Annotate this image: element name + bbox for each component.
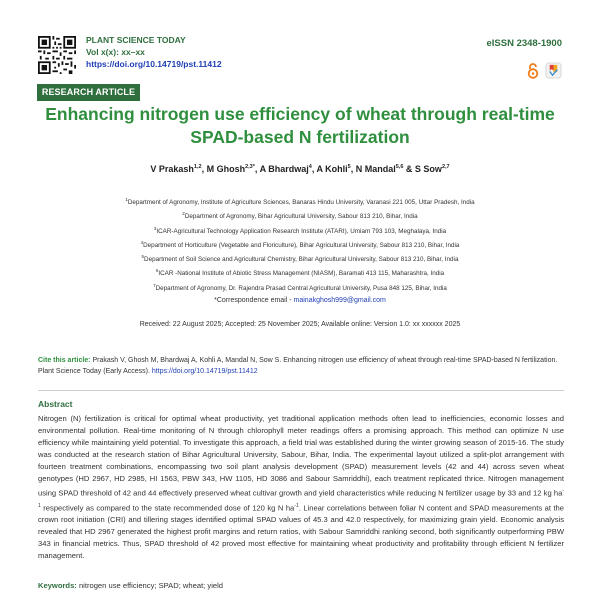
keywords xyxy=(38,581,223,590)
open-access-icon[interactable] xyxy=(526,63,540,79)
author-sup: 2,3* xyxy=(245,164,255,170)
issn: eISSN 2348-1900 xyxy=(486,38,562,49)
affiliation-text: Department of Soil Science and Agricultural Chemistry, Bihar Agricultural University, Sabour 813 210, Bihar, India xyxy=(144,256,459,264)
title-line-2: SPAD-based N fertilization xyxy=(190,127,410,147)
crossmark-icon[interactable] xyxy=(545,62,562,79)
title-line-1: Enhancing nitrogen use efficiency of wheat through real-time xyxy=(45,104,555,124)
badges xyxy=(526,62,562,79)
affiliation-sup: 7 xyxy=(153,282,156,288)
citation-text: Prakash V, Ghosh M, Bhardwaj A, Kohli A, Mandal N, Sow S. Enhancing nitrogen use efficiency of wheat through real-time SPAD-based N fertilization. Plant Science Today (Early Access). xyxy=(38,357,558,375)
unit-sup: -1 xyxy=(38,488,564,509)
article-title xyxy=(30,103,570,149)
affiliation-text: Department of Agronomy, Dr. Rajendra Prasad Central Agricultural University, Pusa 848 125, Bihar, India xyxy=(155,284,447,292)
abstract-body xyxy=(38,413,564,562)
citation-label: Cite this article: xyxy=(38,357,91,364)
author-sup: 5,6 xyxy=(395,164,404,170)
author-name: V Prakash xyxy=(150,164,194,174)
affiliation-text: Department of Agronomy, Institute of Agriculture Sciences, Banaras Hindu University, Varanasi 221 005, Uttar Pradesh, India xyxy=(127,199,475,207)
affiliation-text: ICAR-Agricultural Technology Application Research Institute (ATARI), Umiam 793 103, Meghalaya, India xyxy=(156,227,447,235)
abstract-text: Nitrogen (N) fertilization is critical for optimal wheat productivity, yet traditional application methods often lead to inefficiencies, economic losses and environmental pollution. Real-time monitoring of N through chlorophyll meter readings offers a promising approach. This method can optimize N use efficiency while maintaining yield potential. To investigate this approach, a field trial was established during the winter growing season of 2015-16. The study was conducted at the research station of Bihar Agricultural University, Sabour, Bihar, India. The experimental layout utilized a split-plot arrangement with fourteen treatment combinations, encompassing two soil plant analysis development (SPAD) measurement levels (42 and 44) across seven wheat genotypes (HD 2967, HD 2985, HI 1563, PBW 343, HW 1105, HD 3086 and Sabour Samriddhi), each treatment replicated thrice. Nitrogen management using SPAD threshold of 42 and 44 effectively preserved wheat cultivar growth and yield characteristics while reducing N fertilizer usage by 33 and 12 kg ha xyxy=(38,414,564,498)
abstract-text: respectively as compared to the state recommended dose of 120 kg N ha xyxy=(40,503,295,513)
divider xyxy=(38,390,564,391)
citation-block xyxy=(38,355,564,377)
received-dates: Received: 22 August 2025; Accepted: 25 November 2025; Available online: Version 1.0: xx xxxxxx 2025 xyxy=(139,321,461,328)
journal-info xyxy=(86,34,222,70)
author-name: M Ghosh xyxy=(206,164,246,174)
affiliation-line xyxy=(0,194,600,208)
affiliation-text: ICAR -National Institute of Abiotic Stress Management (NIASM), Baramati 413 115, Maharashtra, India xyxy=(158,270,445,278)
author-list: V Prakash$^{1,2}$, M Ghosh$^{2,3*}$, A Bhardwaj$^4$, A Kohli$^5$, N Mandal$^{5,6}$ & S Sow$^{2,7}$ xyxy=(150,164,450,174)
correspondence-label: *Correspondence email - xyxy=(214,297,294,304)
affiliation-sup: 3 xyxy=(153,225,157,231)
citation-doi-link[interactable]: https://doi.org/10.14719/pst.11412 xyxy=(151,368,258,375)
author-sup: 4 xyxy=(308,164,312,170)
journal-volume: Vol x(x): xx–xx xyxy=(86,47,145,57)
author-sup: 2,7 xyxy=(441,164,450,170)
affiliation-sup: 4 xyxy=(140,239,144,245)
affiliation-line xyxy=(0,237,600,251)
affiliation-line xyxy=(0,265,600,279)
affiliation-line xyxy=(0,251,600,265)
affiliation-line xyxy=(0,280,600,294)
keywords-text: nitrogen use efficiency; SPAD; wheat; yield xyxy=(76,581,224,590)
author-name: S Sow xyxy=(414,164,442,174)
author-sup: 1,2 xyxy=(193,164,202,170)
correspondence-email-link[interactable]: mainakghosh999@gmail.com xyxy=(293,297,386,304)
keywords-label: Keywords: xyxy=(38,581,77,590)
affiliation-sup: 5 xyxy=(141,254,145,260)
unit-sup: -1 xyxy=(294,502,299,509)
qr-code-icon xyxy=(38,36,76,74)
author-name: A Bhardwaj xyxy=(259,164,309,174)
affiliation-line xyxy=(0,223,600,237)
author-sup: 5 xyxy=(347,164,351,170)
affiliation-sup: 2 xyxy=(182,211,185,217)
affiliation-sup: 6 xyxy=(155,268,159,274)
affiliation-text: Department of Horticulture (Vegetable and Floriculture), Bihar Agricultural University, Sabour 813 210, Bihar, India xyxy=(143,241,460,249)
journal-doi-link[interactable]: https://doi.org/10.14719/pst.11412 xyxy=(86,59,222,69)
author-name: A Kohli xyxy=(316,164,348,174)
affiliations xyxy=(0,194,600,294)
abstract-text: . Linear correlations between foliar N content and SPAD measurements at the crown root initiation (CRI) and tillering stages identified optimal SPAD values of 45.3 and 42.0 respectively, for maximizing grain yield. Economic analysis revealed that HD 2967 generated the highest profit margins and return ratios, with Sabour Samriddhi ranking second, both significantly outperforming PBW 343 in financial metrics. Thus, SPAD threshold of 42 proved most effective for maintaining wheat productivity and profitability through efficient N fertilizer management. xyxy=(38,503,564,561)
affiliation-sup: 1 xyxy=(125,197,128,202)
article-type-banner: RESEARCH ARTICLE xyxy=(37,84,140,101)
abstract-heading: Abstract xyxy=(38,399,73,409)
affiliation-text: Department of Agronomy, Bihar Agricultural University, Sabour 813 210, Bihar, India xyxy=(184,213,418,221)
correspondence xyxy=(0,297,600,304)
author-name: N Mandal xyxy=(355,164,396,174)
journal-name: PLANT SCIENCE TODAY xyxy=(86,35,186,45)
affiliation-line xyxy=(0,208,600,222)
